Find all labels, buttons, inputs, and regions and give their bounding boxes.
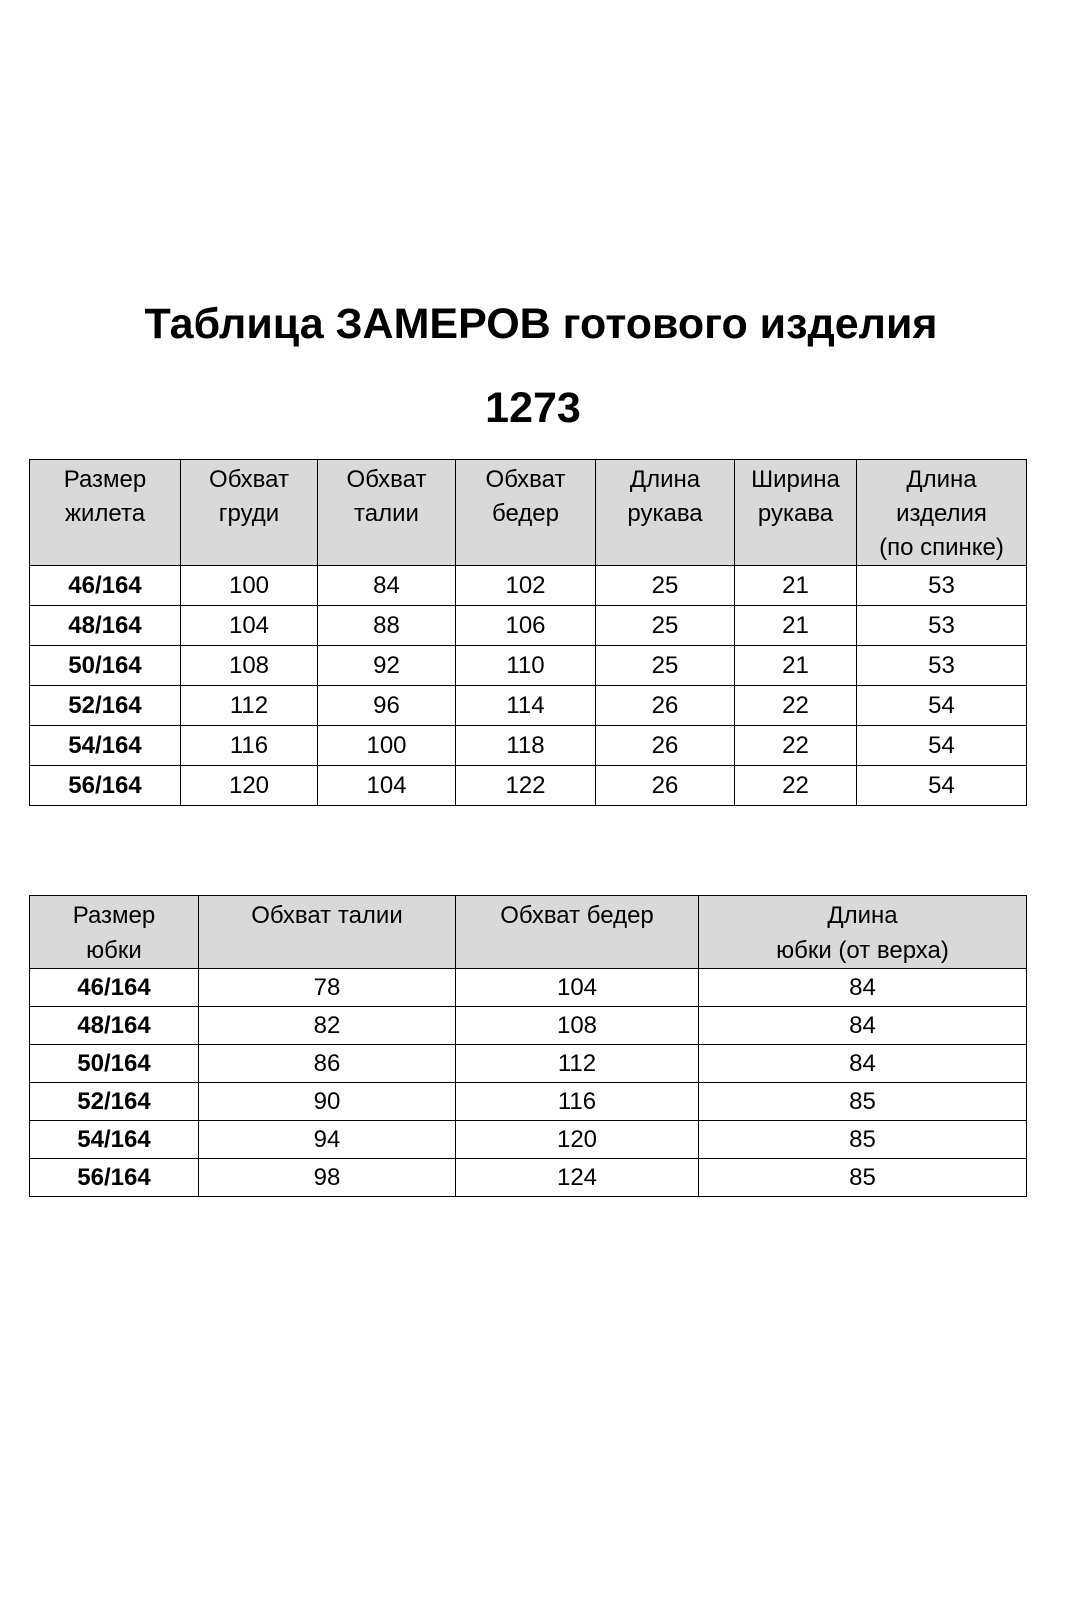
model-number: 1273 xyxy=(485,384,581,432)
size-cell: 48/164 xyxy=(30,606,181,646)
column-header xyxy=(699,896,1027,969)
size-cell: 54/164 xyxy=(30,726,181,766)
column-header xyxy=(30,460,181,566)
column-header xyxy=(456,896,699,969)
header-line: бедер xyxy=(492,500,559,527)
value-cell: 104 xyxy=(456,969,699,1007)
value-cell: 98 xyxy=(199,1159,456,1197)
column-header xyxy=(456,460,596,566)
header-line: изделия xyxy=(896,500,987,527)
table-row xyxy=(30,566,1027,606)
value-cell: 100 xyxy=(318,726,456,766)
skirt-measurements-table xyxy=(29,895,1027,1197)
table-row xyxy=(30,1007,1027,1045)
value-cell: 104 xyxy=(318,766,456,806)
table-row xyxy=(30,1159,1027,1197)
value-cell: 26 xyxy=(596,766,735,806)
header-line: талии xyxy=(354,500,419,527)
value-cell: 92 xyxy=(318,646,456,686)
column-header xyxy=(596,460,735,566)
column-header xyxy=(318,460,456,566)
value-cell: 116 xyxy=(456,1083,699,1121)
value-cell: 114 xyxy=(456,686,596,726)
value-cell: 100 xyxy=(181,566,318,606)
table-row xyxy=(30,1083,1027,1121)
value-cell: 112 xyxy=(456,1045,699,1083)
value-cell: 120 xyxy=(456,1121,699,1159)
value-cell: 53 xyxy=(857,646,1027,686)
value-cell: 84 xyxy=(699,969,1027,1007)
skirt-table-header xyxy=(30,896,1027,969)
value-cell: 88 xyxy=(318,606,456,646)
size-cell: 50/164 xyxy=(30,646,181,686)
value-cell: 116 xyxy=(181,726,318,766)
value-cell: 26 xyxy=(596,686,735,726)
value-cell: 54 xyxy=(857,686,1027,726)
value-cell: 96 xyxy=(318,686,456,726)
value-cell: 122 xyxy=(456,766,596,806)
value-cell: 22 xyxy=(735,766,857,806)
header-row xyxy=(30,896,1027,969)
table-row xyxy=(30,686,1027,726)
header-line: груди xyxy=(218,500,280,527)
value-cell: 84 xyxy=(699,1007,1027,1045)
column-header xyxy=(857,460,1027,566)
header-line: Длина xyxy=(629,466,701,493)
table-row xyxy=(30,726,1027,766)
value-cell: 25 xyxy=(596,566,735,606)
header-line: Длина xyxy=(827,902,898,929)
table-row xyxy=(30,646,1027,686)
header-line: Размер xyxy=(63,466,147,493)
value-cell: 85 xyxy=(699,1159,1027,1197)
value-cell: 110 xyxy=(456,646,596,686)
size-cell: 54/164 xyxy=(30,1121,199,1159)
vest-table-body xyxy=(30,566,1027,806)
value-cell: 124 xyxy=(456,1159,699,1197)
value-cell: 25 xyxy=(596,646,735,686)
table-row xyxy=(30,1121,1027,1159)
size-cell: 52/164 xyxy=(30,1083,199,1121)
size-cell: 46/164 xyxy=(30,969,199,1007)
value-cell: 85 xyxy=(699,1121,1027,1159)
value-cell: 108 xyxy=(456,1007,699,1045)
value-cell: 84 xyxy=(318,566,456,606)
header-line: (по спинке) xyxy=(879,534,1004,561)
value-cell: 54 xyxy=(857,766,1027,806)
value-cell: 21 xyxy=(735,566,857,606)
size-cell: 56/164 xyxy=(30,766,181,806)
table-row xyxy=(30,606,1027,646)
value-cell: 104 xyxy=(181,606,318,646)
value-cell: 118 xyxy=(456,726,596,766)
size-cell: 46/164 xyxy=(30,566,181,606)
header-line: Обхват xyxy=(346,466,427,493)
value-cell: 94 xyxy=(199,1121,456,1159)
header-line: Обхват xyxy=(485,466,566,493)
column-header xyxy=(181,460,318,566)
header-line: рукава xyxy=(627,500,703,527)
value-cell: 53 xyxy=(857,606,1027,646)
header-line: Обхват бедер xyxy=(500,902,654,929)
header-line: юбки (от верха) xyxy=(776,937,949,964)
header-line: жилета xyxy=(64,500,146,527)
table-row xyxy=(30,1045,1027,1083)
header-line: рукава xyxy=(757,500,834,527)
value-cell: 82 xyxy=(199,1007,456,1045)
value-cell: 112 xyxy=(181,686,318,726)
value-cell: 120 xyxy=(181,766,318,806)
page-title: Таблица ЗАМЕРОВ готового изделия xyxy=(144,300,938,348)
table-row xyxy=(30,969,1027,1007)
size-cell: 48/164 xyxy=(30,1007,199,1045)
header-row xyxy=(30,460,1027,566)
header-line: Размер xyxy=(72,902,156,929)
column-header xyxy=(735,460,857,566)
value-cell: 22 xyxy=(735,726,857,766)
size-cell: 56/164 xyxy=(30,1159,199,1197)
value-cell: 54 xyxy=(857,726,1027,766)
value-cell: 21 xyxy=(735,606,857,646)
vest-table-header xyxy=(30,460,1027,566)
size-cell: 52/164 xyxy=(30,686,181,726)
value-cell: 22 xyxy=(735,686,857,726)
value-cell: 84 xyxy=(699,1045,1027,1083)
skirt-table-body xyxy=(30,969,1027,1197)
value-cell: 106 xyxy=(456,606,596,646)
value-cell: 25 xyxy=(596,606,735,646)
header-line: Длина xyxy=(906,466,977,493)
column-header xyxy=(199,896,456,969)
value-cell: 26 xyxy=(596,726,735,766)
value-cell: 86 xyxy=(199,1045,456,1083)
header-line: Обхват талии xyxy=(251,902,403,929)
value-cell: 53 xyxy=(857,566,1027,606)
header-line: Ширина xyxy=(751,466,840,493)
table-row xyxy=(30,766,1027,806)
value-cell: 108 xyxy=(181,646,318,686)
column-header xyxy=(30,896,199,969)
size-cell: 50/164 xyxy=(30,1045,199,1083)
value-cell: 21 xyxy=(735,646,857,686)
value-cell: 102 xyxy=(456,566,596,606)
value-cell: 90 xyxy=(199,1083,456,1121)
header-line: юбки xyxy=(86,937,142,964)
value-cell: 78 xyxy=(199,969,456,1007)
vest-measurements-table xyxy=(29,459,1027,806)
header-line: Обхват xyxy=(209,466,289,493)
value-cell: 85 xyxy=(699,1083,1027,1121)
